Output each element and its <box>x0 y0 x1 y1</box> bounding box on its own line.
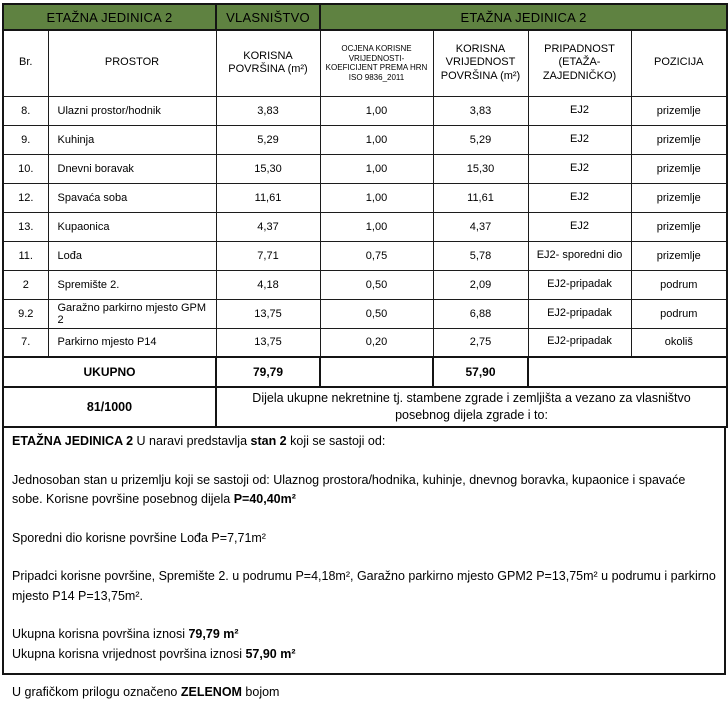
notes-text: Ukupna korisna površina iznosi <box>12 627 189 641</box>
cell-koeficijent: 0,50 <box>320 270 433 299</box>
cell-prostor: Parkirno mjesto P14 <box>48 328 216 357</box>
cell-prostor: Garažno parkirno mjesto GPM 2 <box>48 299 216 328</box>
cell-koeficijent: 1,00 <box>320 125 433 154</box>
totals-empty-koeficijent <box>320 357 433 387</box>
table-row <box>3 270 727 299</box>
table-row <box>3 96 727 125</box>
cell-koeficijent: 0,75 <box>320 241 433 270</box>
cell-korisna-vrijednost: 2,75 <box>433 328 528 357</box>
etazna-jedinica-table <box>2 3 728 428</box>
cell-br: 12. <box>3 183 48 212</box>
notes-bold-text: 79,79 m² <box>188 627 239 641</box>
notes-paragraph <box>12 683 716 703</box>
cell-br: 9.2 <box>3 299 48 328</box>
cell-korisna-vrijednost: 5,78 <box>433 241 528 270</box>
cell-br: 11. <box>3 241 48 270</box>
cell-korisna-povrsina: 13,75 <box>216 328 320 357</box>
cell-pripadnost: EJ2-pripadak <box>528 270 631 299</box>
table-row <box>3 183 727 212</box>
totals-row <box>3 357 727 387</box>
notes-bold-text: stan 2 <box>250 434 287 448</box>
cell-br: 8. <box>3 96 48 125</box>
cell-korisna-povrsina: 4,18 <box>216 270 320 299</box>
cell-prostor: Lođa <box>48 241 216 270</box>
cell-pozicija: prizemlje <box>631 125 727 154</box>
cell-br: 9. <box>3 125 48 154</box>
notes-paragraph <box>12 645 716 665</box>
cell-korisna-vrijednost: 2,09 <box>433 270 528 299</box>
cell-korisna-vrijednost: 5,29 <box>433 125 528 154</box>
table-row <box>3 125 727 154</box>
cell-korisna-povrsina: 3,83 <box>216 96 320 125</box>
totals-label: UKUPNO <box>3 357 216 387</box>
column-header-br: Br. <box>3 30 48 96</box>
notes-text: koji se sastoji od: <box>286 434 386 448</box>
cell-br: 13. <box>3 212 48 241</box>
notes-section <box>2 428 726 699</box>
totals-korisna-povrsina: 79,79 <box>216 357 320 387</box>
notes-bold-text: 57,90 m² <box>245 646 296 661</box>
cell-pripadnost: EJ2-pripadak <box>528 299 631 328</box>
notes-text: Pripadci korisne površine, Spremište 2. u podrumu P=4,18m², Garažno parkirno mjesto GPM2 P=13,75m² u podrumu i parkirno mjesto P14 P=13,75m². <box>12 569 716 603</box>
cell-pripadnost: EJ2-pripadak <box>528 328 631 357</box>
notes-paragraph <box>12 432 716 452</box>
cell-pozicija: prizemlje <box>631 96 727 125</box>
cell-korisna-vrijednost: 11,61 <box>433 183 528 212</box>
notes-paragraph <box>12 471 716 510</box>
cell-pripadnost: EJ2 <box>528 212 631 241</box>
totals-korisna-vrijednost: 57,90 <box>433 357 528 387</box>
cell-korisna-vrijednost: 3,83 <box>433 96 528 125</box>
cell-korisna-vrijednost: 15,30 <box>433 154 528 183</box>
cell-pripadnost: EJ2 <box>528 183 631 212</box>
column-header-korisna-povrsina: KORISNA POVRŠINA (m²) <box>216 30 320 96</box>
column-header-pozicija: POZICIJA <box>631 30 727 96</box>
cell-br: 10. <box>3 154 48 183</box>
notes-text: U grafičkom prilogu označeno <box>12 685 181 699</box>
cell-pripadnost: EJ2 <box>528 96 631 125</box>
cell-koeficijent: 1,00 <box>320 154 433 183</box>
table-row <box>3 154 727 183</box>
cell-prostor: Ulazni prostor/hodnik <box>48 96 216 125</box>
cell-pozicija: prizemlje <box>631 241 727 270</box>
cell-pozicija: podrum <box>631 270 727 299</box>
notes-paragraph <box>12 567 716 606</box>
cell-pozicija: prizemlje <box>631 154 727 183</box>
cell-pripadnost: EJ2 <box>528 125 631 154</box>
cell-korisna-povrsina: 5,29 <box>216 125 320 154</box>
cell-pripadnost: EJ2- sporedni dio <box>528 241 631 270</box>
notes-text: U naravi predstavlja <box>133 434 251 448</box>
cell-korisna-povrsina: 11,61 <box>216 183 320 212</box>
cell-prostor: Spremište 2. <box>48 270 216 299</box>
cell-korisna-povrsina: 7,71 <box>216 241 320 270</box>
cell-koeficijent: 1,00 <box>320 183 433 212</box>
table-row <box>3 241 727 270</box>
band-cell-etazna-right: ETAŽNA JEDINICA 2 <box>320 4 727 30</box>
notes-bold-text: ZELENOM <box>180 685 242 699</box>
column-header-koeficijent: OCJENA KORISNE VRIJEDNOSTI-KOEFICIJENT PREMA HRN ISO 9836_2011 <box>320 30 433 96</box>
column-header-pripadnost: PRIPADNOST (ETAŽA-ZAJEDNIČKO) <box>528 30 631 96</box>
cell-br: 2 <box>3 270 48 299</box>
share-description: Dijela ukupne nekretnine tj. stambene zgrade i zemljišta a vezano za vlasništvo posebnog dijela zgrade i to: <box>216 387 727 427</box>
cell-prostor: Kuhinja <box>48 125 216 154</box>
cell-br: 7. <box>3 328 48 357</box>
table-row <box>3 328 727 357</box>
cell-korisna-povrsina: 13,75 <box>216 299 320 328</box>
notes-paragraph <box>12 625 716 645</box>
table-band-row <box>3 4 727 30</box>
notes-text: Sporedni dio korisne površine Lođa P=7,71m² <box>12 530 266 545</box>
cell-pozicija: prizemlje <box>631 183 727 212</box>
notes-bold-text: ETAŽNA JEDINICA 2 <box>12 434 134 448</box>
column-header-korisna-vrijednost: KORISNA VRIJEDNOST POVRŠINA (m²) <box>433 30 528 96</box>
cell-korisna-povrsina: 4,37 <box>216 212 320 241</box>
cell-pozicija: prizemlje <box>631 212 727 241</box>
share-fraction: 81/1000 <box>3 387 216 427</box>
notes-bold-text: P=40,40m² <box>233 492 296 506</box>
cell-prostor: Spavaća soba <box>48 183 216 212</box>
cell-prostor: Kupaonica <box>48 212 216 241</box>
cell-korisna-vrijednost: 6,88 <box>433 299 528 328</box>
notes-text: Ukupna korisna vrijednost površina iznosi <box>12 646 246 661</box>
cell-pozicija: podrum <box>631 299 727 328</box>
cell-koeficijent: 0,20 <box>320 328 433 357</box>
column-header-row <box>3 30 727 96</box>
column-header-prostor: PROSTOR <box>48 30 216 96</box>
table-row <box>3 299 727 328</box>
table-row <box>3 212 727 241</box>
notes-text: bojom <box>241 685 280 699</box>
cell-koeficijent: 0,50 <box>320 299 433 328</box>
cell-koeficijent: 1,00 <box>320 212 433 241</box>
cell-pripadnost: EJ2 <box>528 154 631 183</box>
notes-text: Jednosoban stan u prizemlju koji se sastoji od: Ulaznog prostora/hodnika, kuhinje, dnevnog boravka, kupaonice i spavaće sobe. Korisne površine posebnog dijela <box>12 472 686 506</box>
totals-empty-right <box>528 357 727 387</box>
notes-paragraph <box>12 529 716 549</box>
cell-korisna-povrsina: 15,30 <box>216 154 320 183</box>
cell-prostor: Dnevni boravak <box>48 154 216 183</box>
cell-pozicija: okoliš <box>631 328 727 357</box>
band-cell-etazna-left: ETAŽNA JEDINICA 2 <box>3 4 216 30</box>
band-cell-vlasnistvo: VLASNIŠTVO <box>216 4 320 30</box>
cell-korisna-vrijednost: 4,37 <box>433 212 528 241</box>
share-row <box>3 387 727 427</box>
cell-koeficijent: 1,00 <box>320 96 433 125</box>
